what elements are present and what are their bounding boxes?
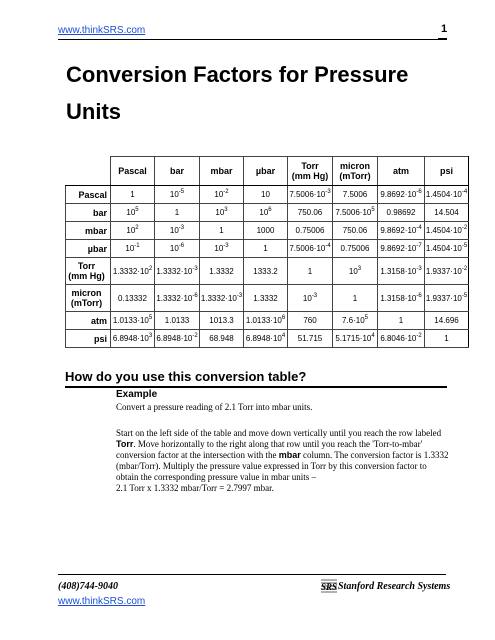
row-header: mbar [66, 222, 111, 240]
table-cell: 7.5006 [333, 186, 378, 204]
table-cell: $7.5006\cdot 10^{-3}$ [288, 186, 333, 204]
row-header: Torr (mm Hg) [66, 258, 111, 285]
row-header: Pascal [66, 186, 111, 204]
table-cell: $1.0133\cdot 10^5$ [111, 312, 155, 330]
table-cell: 1 [111, 186, 155, 204]
table-row [66, 240, 469, 258]
header-divider [58, 39, 446, 40]
table-cell: 1000 [244, 222, 288, 240]
table-cell: $7.5006\cdot 10^5$ [333, 204, 378, 222]
table-cell: 1 [155, 204, 200, 222]
table-cell: 1 [378, 312, 425, 330]
table-cell: $9.8692\cdot 10^{-4}$ [378, 222, 425, 240]
table-cell: 51.715 [288, 330, 333, 348]
table-cell: $10^{-3}$ [288, 285, 333, 312]
table-row [66, 312, 469, 330]
table-cell: $10^3$ [333, 258, 378, 285]
row-header: µbar [66, 240, 111, 258]
page-title: Conversion Factors for Pressure Units [66, 62, 409, 124]
example-statement: Convert a pressure reading of 2.1 Torr into mbar units. [116, 402, 313, 412]
column-header: psi [425, 157, 469, 186]
table-cell: 14.696 [425, 312, 469, 330]
table-cell: 0.75006 [288, 222, 333, 240]
srs-logo-icon [320, 577, 338, 595]
table-cell: $10^{-3}$ [200, 240, 244, 258]
header-website-link[interactable]: www.thinkSRS.com [58, 25, 146, 36]
svg-text:SRS: SRS [320, 582, 338, 592]
column-header: Pascal [111, 157, 155, 186]
column-header: atm [378, 157, 425, 186]
footer-company: Stanford Research Systems [338, 581, 451, 592]
page-number: 1 [441, 23, 448, 35]
table-cell: $10^{-6}$ [155, 240, 200, 258]
table-cell: 10 [244, 186, 288, 204]
table-row [66, 222, 469, 240]
table-cell: $10^{-2}$ [200, 186, 244, 204]
example-title: Example [116, 389, 158, 400]
table-corner-cell [66, 157, 111, 186]
table-cell: $1.3332\cdot 10^2$ [111, 258, 155, 285]
table-cell: $10^3$ [200, 204, 244, 222]
table-cell: $10^{-1}$ [111, 240, 155, 258]
table-row [66, 186, 469, 204]
table-cell: 1.3332 [200, 258, 244, 285]
column-header: micron (mTorr) [333, 157, 378, 186]
table-row [66, 330, 469, 348]
table-cell: $1.4504\cdot 10^{-2}$ [425, 222, 469, 240]
column-header: mbar [200, 157, 244, 186]
table-cell: $6.8046\cdot 10^{-2}$ [378, 330, 425, 348]
column-header: Torr (mm Hg) [288, 157, 333, 186]
table-cell: 1 [200, 222, 244, 240]
table-cell: 14.504 [425, 204, 469, 222]
table-cell: $10^2$ [111, 222, 155, 240]
table-cell: $1.9337\cdot 10^{-5}$ [425, 285, 469, 312]
table-cell: 1333.2 [244, 258, 288, 285]
row-header: micron (mTorr) [66, 285, 111, 312]
table-cell: 1013.3 [200, 312, 244, 330]
table-cell: 1.0133 [155, 312, 200, 330]
table-cell: $1.3158\cdot 10^{-3}$ [378, 258, 425, 285]
table-cell: 1 [425, 330, 469, 348]
example-explanation: Start on the left side of the table and move down vertically until you reach the row labeled Torr. Move horizontally to the right along that row until you reach the 'Torr-to-mbar' conversion factor at the intersection with the mbar column. The conversion factor is 1.3332 (mbar/Torr). Multiply the pressure value expressed in Torr by this conversion factor to obtain the corresponding pressure value in mbar units – 2.1 Torr x 1.3332 mbar/Torr = 2.7997 mbar. [116, 428, 449, 493]
row-header: atm [66, 312, 111, 330]
table-cell: 0.13332 [111, 285, 155, 312]
table-cell: $5.1715\cdot 10^4$ [333, 330, 378, 348]
table-cell: 1 [333, 285, 378, 312]
table-row [66, 258, 469, 285]
column-header: µbar [244, 157, 288, 186]
table-cell: $1.4504\cdot 10^{-5}$ [425, 240, 469, 258]
table-cell: 760 [288, 312, 333, 330]
table-cell: 1.3332 [244, 285, 288, 312]
table-cell: $1.3158\cdot 10^{-6}$ [378, 285, 425, 312]
table-cell: $10^5$ [111, 204, 155, 222]
table-cell: $9.8692\cdot 10^{-7}$ [378, 240, 425, 258]
table-cell: $1.4504\cdot 10^{-4}$ [425, 186, 469, 204]
conversion-table [65, 156, 469, 348]
table-cell: $10^6$ [244, 204, 288, 222]
section-heading: How do you use this conversion table? [65, 369, 307, 384]
footer-divider [58, 574, 446, 575]
table-cell: 68.948 [200, 330, 244, 348]
column-header: bar [155, 157, 200, 186]
table-cell: 0.98692 [378, 204, 425, 222]
table-cell: $1.0133\cdot 10^6$ [244, 312, 288, 330]
table-cell: $1.3332\cdot 10^{-3}$ [155, 258, 200, 285]
table-cell: $7.6\cdot 10^5$ [333, 312, 378, 330]
table-cell: 1 [288, 258, 333, 285]
table-row [66, 285, 469, 312]
table-cell: $6.8948\cdot 10^3$ [111, 330, 155, 348]
table-cell: $6.8948\cdot 10^4$ [244, 330, 288, 348]
table-cell: $10^{-5}$ [155, 186, 200, 204]
table-cell: 750.06 [288, 204, 333, 222]
footer-website-link[interactable]: www.thinkSRS.com [58, 596, 146, 607]
table-cell: $1.9337\cdot 10^{-2}$ [425, 258, 469, 285]
table-cell: 750.06 [333, 222, 378, 240]
footer-phone: (408)744-9040 [58, 581, 118, 592]
table-cell: $1.3332\cdot 10^{-3}$ [200, 285, 244, 312]
table-cell: $10^{-3}$ [155, 222, 200, 240]
table-cell: $6.8948\cdot 10^{-2}$ [155, 330, 200, 348]
table-cell: $7.5006\cdot 10^{-4}$ [288, 240, 333, 258]
table-cell: $9.8692\cdot 10^{-6}$ [378, 186, 425, 204]
row-header: bar [66, 204, 111, 222]
table-header-row [66, 157, 469, 186]
page-number-underline [438, 38, 447, 40]
section-divider [65, 386, 447, 388]
row-header: psi [66, 330, 111, 348]
table-cell: 0.75006 [333, 240, 378, 258]
table-row [66, 204, 469, 222]
table-cell: 1 [244, 240, 288, 258]
table-cell: $1.3332\cdot 10^{-6}$ [155, 285, 200, 312]
